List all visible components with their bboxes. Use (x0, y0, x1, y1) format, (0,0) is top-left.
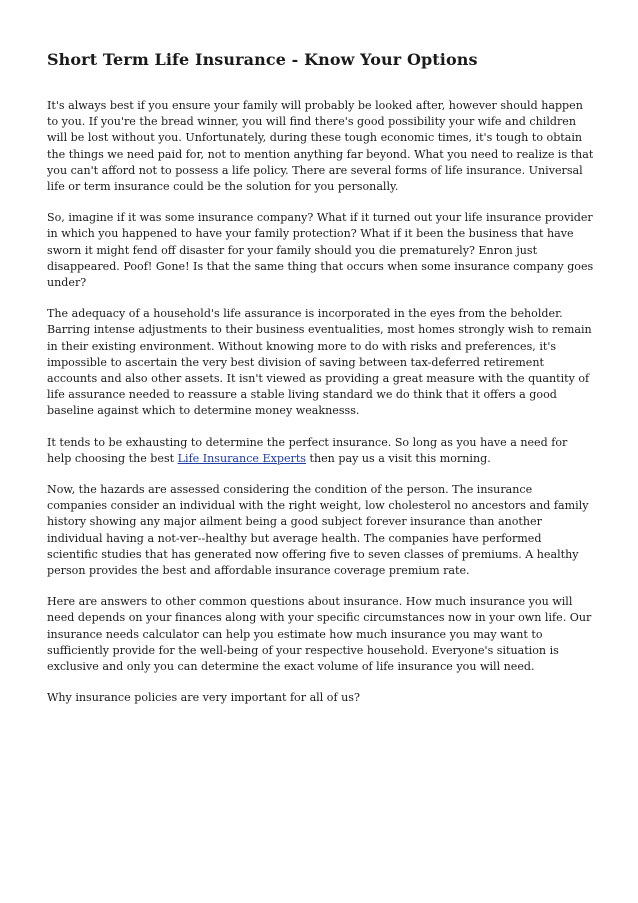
paragraph-3: The adequacy of a household's life assurance is incorporated in the eyes from the beholder. Barring intense adjustments to their business eventualities, most homes strongly wish to remain in their existing environment. Without knowing more to do with risks and preferences, it's impossible to ascertain the very best division of saving between tax-deferred retirement accounts and also other assets. It isn't viewed as providing a great measure with the quantity of life assurance needed to reassure a stable living standard we do think that it offers a good baseline against which to determine money weaknesss. (47, 307, 592, 418)
document-page (47, 49, 595, 722)
paragraph-6: Here are answers to other common questions about insurance. How much insurance you will need depends on your finances along with your specific circumstances now in your own life. Our insurance needs calculator can help you estimate how much insurance you may want to sufficiently provide for the well-being of your respective household. Everyone's situation is exclusive and only you can determine the exact volume of life insurance you will need. (47, 595, 592, 674)
life-insurance-experts-link[interactable]: Life Insurance Experts (177, 451, 306, 465)
paragraph-4 (47, 435, 595, 467)
document-title: Short Term Life Insurance - Know Your Options (47, 50, 478, 69)
paragraph-2: So, imagine if it was some insurance company? What if it turned out your life insurance provider in which you happened to have your family protection? What if it been the business that have sworn it might fend off disaster for your family should you die prematurely? Enron just disappeared. Poof! Gone! Is that the same thing that occurs when some insurance company goes under? (47, 211, 594, 290)
paragraph-4-text-after-link: then pay us a visit this morning. (305, 451, 491, 465)
paragraph-1: It's always best if you ensure your family will probably be looked after, however should happen to you. If you're the bread winner, you will find there's good possibility your wife and children will be lost without you. Unfortunately, during these tough economic times, it's tough to obtain the things we need paid for, not to mention anything far beyond. What you need to realize is that you can't afford not to possess a life policy. There are several forms of life insurance. Universal life or term insurance could be the solution for you personally. (47, 99, 594, 194)
paragraph-4-text-before-link: It tends to be exhausting to determine the perfect insurance. So long as you have a need for help choosing the best (47, 435, 568, 465)
paragraph-7: Why insurance policies are very important for all of us? (47, 691, 360, 705)
paragraph-5: Now, the hazards are assessed considering the condition of the person. The insurance companies consider an individual with the right weight, low cholesterol no ancestors and family history showing any major ailment being a good subject forever insurance than another individual having a not-ver--healthy but average health. The companies have performed scientific studies that has generated now offering five to seven classes of premiums. A healthy person provides the best and affordable insurance coverage premium rate. (47, 483, 589, 578)
